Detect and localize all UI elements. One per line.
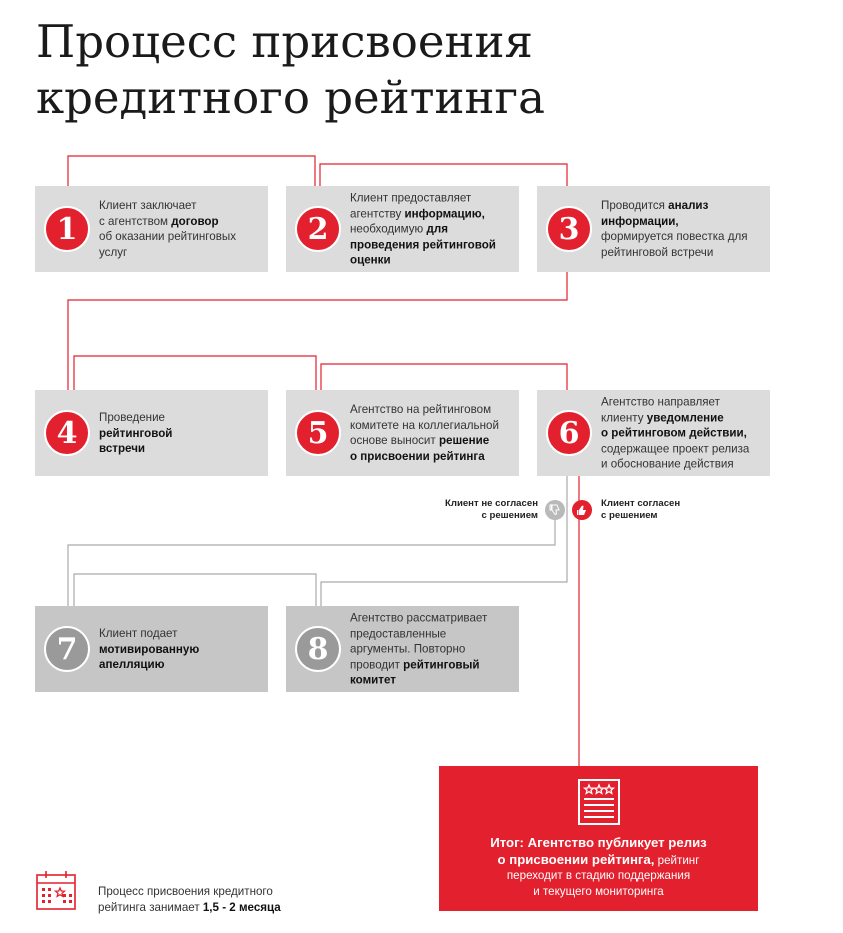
text-fragment: рейтинга занимает [98,900,203,914]
step-2-text [350,190,513,268]
result-box [439,766,758,911]
text-fragment: проводит [350,657,404,671]
text-fragment: комитете на коллегиальной [350,418,499,432]
step-3-number: 3 [546,206,592,252]
choice-disagree-line-1: Клиент не согласен [445,498,538,509]
step-6-number: 6 [546,410,592,456]
text-bold-fragment: 1,5 - 2 месяца [202,900,281,914]
step-4 [35,390,268,476]
step-8 [286,606,519,692]
text-fragment: рейтинговой встречи [601,245,714,259]
text-bold-fragment: о присвоении рейтинга [350,449,485,463]
text-fragment: и обоснование действия [601,457,734,471]
step-5-text [350,402,513,464]
text-fragment: Клиент предоставляет [350,191,472,205]
text-fragment: Агентство направляет [601,395,720,409]
text-fragment: переходит в стадию поддержания [506,869,691,882]
text-fragment: Агентство на рейтинговом [350,403,492,416]
text-fragment: формируется повестка для [601,230,748,243]
choice-agree-line-2: с решением [601,510,658,521]
text-bold-fragment: рейтинговой [99,426,173,440]
text-bold-fragment: решение [438,434,490,447]
step-1-number: 1 [44,206,90,252]
step-7-text [99,626,262,673]
step-8-number: 8 [295,626,341,672]
text-fragment: рейтинг [654,853,700,867]
text-bold-fragment: встречи [99,441,146,455]
step-6-text [601,394,764,472]
step-4-number: 4 [44,410,90,456]
thumb-down-icon [545,500,565,520]
step-1 [35,186,268,272]
text-bold-fragment: информацию, [404,206,485,220]
step-5 [286,390,519,476]
page-title-line-2: кредитного рейтинга [36,71,545,124]
text-bold-fragment: уведомление [646,410,724,424]
text-fragment: агентству [350,206,405,220]
text-fragment: Процесс присвоения кредитного [98,885,273,898]
choice-disagree-line-2: с решением [481,510,538,521]
text-bold-fragment: Итог: Агентство публикует релиз [490,835,707,850]
text-fragment: аргументы. Повторно [350,642,466,656]
text-bold-fragment: рейтинговый [403,657,480,671]
calendar-icon [36,870,76,910]
result-text [439,835,758,899]
text-fragment: с агентством [99,214,172,228]
text-fragment: клиенту [601,410,647,424]
connector-8-6 [321,460,567,628]
text-bold-fragment: договор [171,214,219,228]
step-8-text [350,610,513,688]
step-6 [537,390,770,476]
step-5-number: 5 [295,410,341,456]
step-7 [35,606,268,692]
step-7-number: 7 [44,626,90,672]
step-3-text [601,198,764,260]
text-fragment: Клиент подает [99,626,178,640]
text-fragment: основе выносит [350,434,439,447]
text-bold-fragment: информации, [601,214,679,228]
text-bold-fragment: оценки [350,253,391,267]
footer-duration-text [98,884,281,915]
choice-agree-label [601,498,711,522]
text-fragment: Клиент заключает [99,199,197,212]
choice-disagree-label [420,498,538,522]
text-fragment: Проведение [99,410,165,424]
step-4-text [99,410,262,457]
text-bold-fragment: о рейтинговом действии, [601,426,747,440]
connector-3-4 [68,250,567,412]
text-bold-fragment: мотивированную [99,642,200,656]
text-fragment: услуг [99,245,128,259]
thumb-up-icon [572,500,592,520]
text-bold-fragment: анализ [668,199,709,212]
text-fragment: об оказании рейтинговых [99,230,237,243]
step-2-number: 2 [295,206,341,252]
text-fragment: предоставленные [350,626,447,640]
text-bold-fragment: апелляцию [99,657,165,671]
choice-agree-line-1: Клиент согласен [601,498,681,509]
text-bold-fragment: проведения рейтинговой [350,237,496,251]
text-fragment: Агентство рассматривает [350,611,488,625]
text-fragment: необходимую [350,222,427,236]
text-bold-fragment: комитет [350,673,396,687]
text-fragment: Проводится [601,199,669,212]
text-bold-fragment: для [426,222,448,236]
page-title-line-1: Процесс присвоения [36,15,533,68]
text-fragment: содержащее проект релиза [601,441,750,455]
text-fragment: и текущего мониторинга [533,884,664,898]
document-stars-icon [557,779,641,825]
step-3 [537,186,770,272]
step-1-text [99,198,262,260]
text-bold-fragment: о присвоении рейтинга, [497,851,655,867]
step-2 [286,186,519,272]
